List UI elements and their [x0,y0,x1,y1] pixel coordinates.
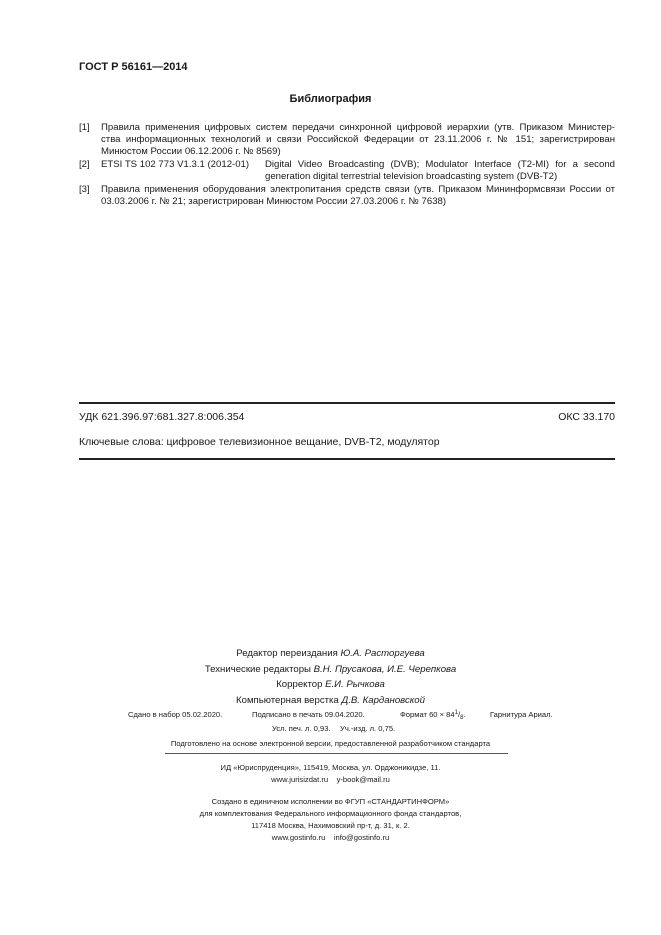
entry-line: Правила применения оборудования электропитания средств связи (утв. Приказом Мининформсвязи России от [101,184,615,195]
signed-date: Подписано в печать 09.04.2020. [252,710,365,719]
entry-number: [3] [79,184,90,195]
producer-line: 117418 Москва, Нахимовский пр-т, д. 31, к. 2. [251,821,410,830]
entry-line: generation digital terrestrial television broadcasting system (DVB-T2) [265,171,558,182]
format-tail: . [463,710,466,719]
entry-text [101,122,615,158]
entry-number: [1] [79,122,90,133]
entry-line: ства информационных технологий и связи Российской Федерации от 23.11.2006 г. № 151; зарегистрирован [101,134,615,145]
credit-line [0,646,661,662]
print-sheets: Усл. печ. л. 0,93. [272,724,331,733]
producer-email-link[interactable]: info@gostinfo.ru [333,833,390,842]
udk-code: УДК 621.396.97:681.327.8:006.354 [79,411,245,423]
format-sup: 1 [454,710,458,716]
credit-role: Редактор переиздания [236,648,338,659]
oks-code: ОКС 33.170 [558,411,615,423]
bibliography-entry [79,159,615,183]
entry-code: ETSI TS 102 773 V1.3.1 (2012-01) [101,159,250,170]
pub-sheets: Уч.-изд. л. 0,75. [340,724,396,733]
credit-name: Д.В. Кардановской [341,694,425,706]
publisher-site-link[interactable]: www.jurisizdat.ru [271,775,329,784]
publisher-contacts [0,774,661,786]
entry-line: Digital Video Broadcasting (DVB); Modulator Interface (T2-MI) for a second [265,159,615,170]
entry-number: [2] [79,159,90,170]
format: Формат $60 \times 84^1/_8$. [400,710,466,721]
producer-site-link[interactable]: www.gostinfo.ru [271,833,326,842]
entry-text [265,159,615,183]
credit-name: Е.И. Рычкова [325,679,385,690]
bibliography-title: Библиография [289,93,372,105]
credits-block [0,646,661,708]
producer-line: Создано в единичном исполнении во ФГУП «СТАНДАРТИНФОРМ» [211,797,450,806]
divider-top [79,402,615,404]
format-sub: 8 [460,715,464,721]
bibliography-entry [79,184,615,208]
entry-line: Правила применения цифровых систем передачи синхронной цифровой иерархии (утв. Приказом Министер- [101,122,615,133]
credit-role: Технические редакторы [204,663,311,675]
credit-role: Корректор [276,679,323,690]
divider-bottom [79,458,615,460]
bibliography-entry [79,122,615,158]
credit-name: Ю.А. Расторгуева [340,648,425,659]
producer-block [0,796,661,844]
credit-role: Компьютерная верстка [236,694,339,706]
keywords: Ключевые слова: цифровое телевизионное вещание, DVB-T2, модулятор [79,436,440,448]
publisher-address: ИД «Юриспруденция», 115419, Москва, ул. Орджоникидзе, 11. [220,763,441,772]
credit-name: В.Н. Прусакова, И.Е. Черепкова [313,663,457,675]
publisher-block [0,762,661,786]
format-label: Формат 60 × 84 [400,710,455,719]
typeface: Гарнитура Ариал. [490,710,553,719]
entry-line: Минюстом России 06.12.2006 г. № 8569) [101,146,281,157]
entry-text [101,184,615,208]
standard-header: ГОСТ Р 56161—2014 [79,61,188,73]
divider-thin [165,753,508,754]
credit-line [0,693,661,709]
credit-line [0,662,661,678]
producer-line: для комплектования Федерального информационного фонда стандартов, [199,809,462,818]
prepared-note: Подготовлено на основе электронной версии, предоставленной разработчиком стандарта [170,739,491,748]
entry-line: 03.03.2006 г. № 21; зарегистрирован Минюстом России 27.03.2006 г. № 7638) [101,196,447,207]
producer-contacts [0,832,661,844]
publisher-email-link[interactable]: y-book@mail.ru [336,775,390,784]
credit-line [0,677,661,693]
sent-date: Сдано в набор 05.02.2020. [128,710,223,719]
